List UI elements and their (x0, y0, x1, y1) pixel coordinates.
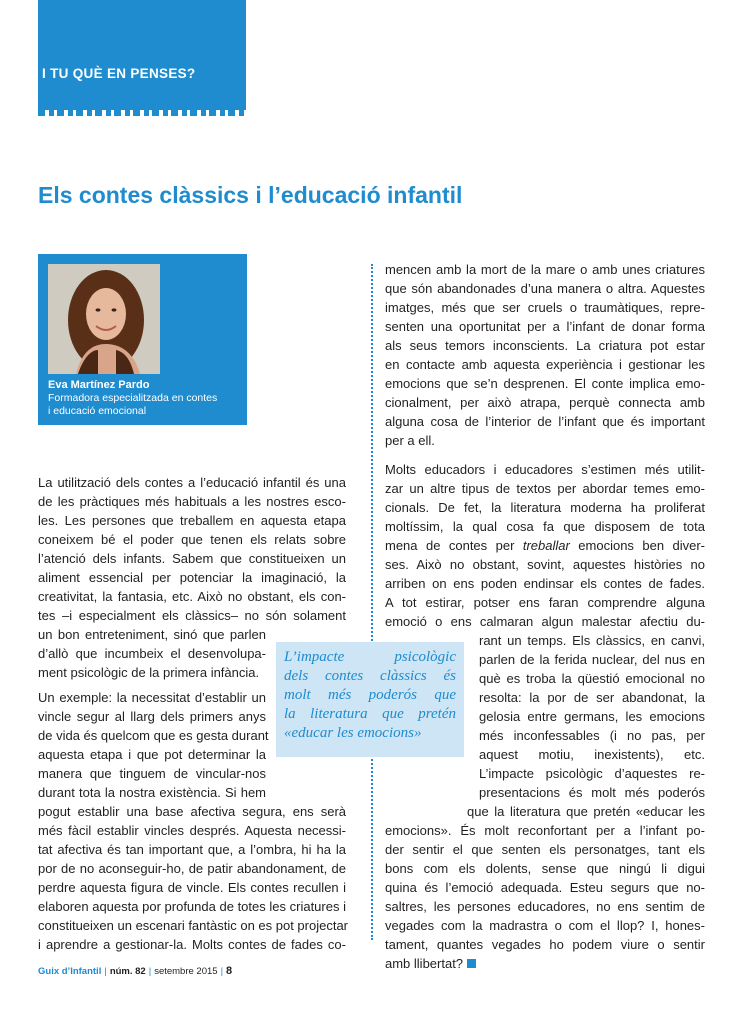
text-line: manera que tinguem de vincular-nos (38, 766, 266, 781)
col2-paragraph-1 (385, 260, 705, 450)
author-role-line: Formadora especialitzada en contes (48, 392, 218, 404)
text-line: què es troba la qüestió emocional no (479, 671, 705, 686)
text-line: senten una oportunitat per a l’infant de donar forma (385, 319, 705, 334)
text-line: L’impacte psicològic d’aquestes re- (479, 766, 705, 781)
text-line: aquest motiu, inexistents), etc. (479, 747, 705, 762)
text-line: pogut establir una base afectiva segura, ens serà (38, 804, 346, 819)
footer-magazine: Guix d’Infantil (38, 966, 102, 977)
text-line: La utilització dels contes a l’educació infantil és una (38, 475, 346, 490)
pull-quote-line: «educar les emocions» (284, 725, 422, 741)
text-line: imatges, més que ser cruels o traumàtiques, repre- (385, 300, 705, 315)
text-line: d’allò que incumbeix el desenvolupa- (38, 646, 266, 661)
col1-paragraph-1-narrow (38, 625, 266, 682)
col2-paragraph-2 (385, 460, 705, 631)
footer-separator: | (104, 966, 107, 977)
text-line: més inconfessables (i no pas, per (479, 728, 705, 743)
text-line: tes –i especialment els clàssics– no són solament (38, 608, 346, 623)
text-line: parlen de la ferida nuclear, del nus en (479, 652, 705, 667)
text-line: en contacte amb aquesta experiència i gestionar les (385, 357, 705, 372)
text-fragment: mena de contes per (385, 538, 515, 553)
text-line: tat afectiva és tan important que, a l’ombra, hi ha la (38, 842, 346, 857)
footer-separator: | (220, 966, 224, 977)
text-line: rant un temps. Els clàssics, en canvi, (479, 633, 705, 648)
col2-paragraph-2-end (385, 821, 705, 973)
text-line: A tot estirar, potser ens faran comprendre alguna (385, 595, 705, 610)
text-line: der sentir el que senten els personatges, tant els (385, 842, 705, 857)
text-line: creativitat, la fantasia, etc. Això no obstant, els con- (38, 589, 346, 604)
text-line: constitueixen un escenari fantàstic on es pot projectar (38, 918, 349, 933)
text-line: bons com els dolents, sense que ningú li digui (385, 861, 705, 876)
col1-paragraph-2 (38, 802, 349, 954)
text-line: perdre aquesta figura de vincle. Els contes recullen i (38, 880, 346, 895)
col1-paragraph-1 (38, 473, 346, 625)
col2-paragraph-2-line (467, 802, 705, 821)
author-box (38, 254, 247, 425)
footer-date: setembre 2015 (154, 966, 218, 977)
text-line: i aprendre a gestionar-la. Molts contes de fades co- (38, 937, 346, 952)
text-line: que la literatura que pretén «educar les (467, 804, 705, 819)
pull-quote-line: molt més poderós que (284, 687, 456, 703)
text-line: ses. Això no obstant, sovint, aquestes històries no (385, 557, 705, 572)
text-line: durant tota la nostra existència. Si hem (38, 785, 266, 800)
text-line: resolta: la por de ser abandonat, la (479, 690, 705, 705)
text-line: als seus temors inconscients. La criatura pot estar (385, 338, 705, 353)
author-name: Eva Martínez Pardo (48, 379, 150, 391)
emphasis-text: treballar (522, 538, 570, 553)
text-line: emocions». És molt reconfortant per a l’infant po- (385, 823, 705, 838)
text-line: vegades com la madrastra o com el llop? I, hones- (385, 918, 705, 933)
pull-quote (284, 648, 456, 743)
author-photo (48, 264, 160, 374)
end-of-article-icon (467, 959, 476, 968)
author-role (48, 392, 243, 418)
text-line: alguna cosa de l’interior de l’infant que és important (385, 414, 705, 429)
text-line: presentacions és molt més poderós (479, 785, 705, 800)
text-fragment: amb llibertat? (385, 956, 464, 971)
text-line: mencen amb la mort de la mare o amb unes criatures (385, 262, 705, 277)
text-line: saltres, les persones educadores, no ens sentim de (385, 899, 705, 914)
text-line: ment psicològic de la primera infància. (38, 665, 260, 680)
text-line: més fàcil establir vincles després. Aquesta necessi- (38, 823, 346, 838)
text-line: vincle segur al llarg dels primers anys (38, 709, 266, 724)
text-line: cionals. De fet, la literatura moderna ha proliferat (385, 500, 705, 515)
author-role-line: i educació emocional (48, 405, 147, 417)
text-line: quina és l’emoció adequada. Esteu segurs que no- (385, 880, 705, 895)
text-line: per a ell. (385, 433, 435, 448)
text-line: tament, quantes vegades ho podem viure o sentir (385, 937, 705, 952)
author-portrait-icon (48, 264, 160, 374)
text-line: zar un altre tipus de textos per abordar temes emo- (385, 481, 705, 496)
text-line: que són abandonades d’una manera o altra. Aquestes (385, 281, 705, 296)
pull-quote-line: L’impacte psicològic (284, 649, 456, 665)
page-footer (38, 965, 232, 977)
text-line: gelosia entre germans, les emocions (479, 709, 705, 724)
text-line (385, 536, 705, 555)
footer-issue: núm. 82 (109, 966, 146, 977)
text-line: elaboren aquesta por profunda de totes les criatures i (38, 899, 346, 914)
article-title: Els contes clàssics i l’educació infantil (38, 182, 463, 208)
text-line: emoció o ens calmaran algun malestar afectiu du- (385, 614, 705, 629)
text-line: por de no aconseguir-ho, de patir abandonament, de (38, 861, 346, 876)
col1-paragraph-2-narrow (38, 688, 269, 802)
text-line: Molts educadors i educadores s’estimen més utilit- (385, 462, 705, 477)
text-line: aliment essencial per potenciar la imaginació, la (38, 570, 346, 585)
text-line: aquesta etapa i que pot determinar la (38, 747, 266, 762)
text-line: coneixem bé el poder que tenen els relats sobre (38, 532, 346, 547)
text-line: Un exemple: la necessitat d’establir un (38, 690, 266, 705)
col2-paragraph-2-narrow (479, 631, 705, 802)
pull-quote-line: dels contes clàssics és (284, 668, 456, 684)
text-line: l’atenció dels infants. Sabem que constitueixen un (38, 551, 346, 566)
text-line: de les pràctiques més habituals a les nostres esco- (38, 494, 346, 509)
pull-quote-line: la literatura que pretén (284, 706, 456, 722)
text-line: de vida és quelcom que es gesta durant (38, 728, 269, 743)
text-line: un bon entreteniment, sinó que parlen (38, 627, 266, 642)
text-line (385, 954, 705, 973)
text-line: les. Les persones que treballem en aquesta etapa (38, 513, 346, 528)
footer-page-number: 8 (226, 965, 233, 977)
footer-separator: | (148, 966, 152, 977)
section-label: I TU QUÈ EN PENSES? (42, 66, 196, 81)
text-fragment: emocions ben diver- (578, 538, 705, 553)
section-header-band (38, 0, 246, 110)
text-line: moltíssim, la qual cosa fa que disposem de tota (385, 519, 705, 534)
pull-quote-box (276, 642, 464, 757)
text-line: arriben on ens poden endinsar els contes de fades. (385, 576, 705, 591)
column-divider (371, 264, 373, 940)
text-line: emocions que se’n desprenen. El conte implica emo- (385, 376, 705, 391)
text-line: cionalment, per això atrapa, perquè connecta amb (385, 395, 705, 410)
